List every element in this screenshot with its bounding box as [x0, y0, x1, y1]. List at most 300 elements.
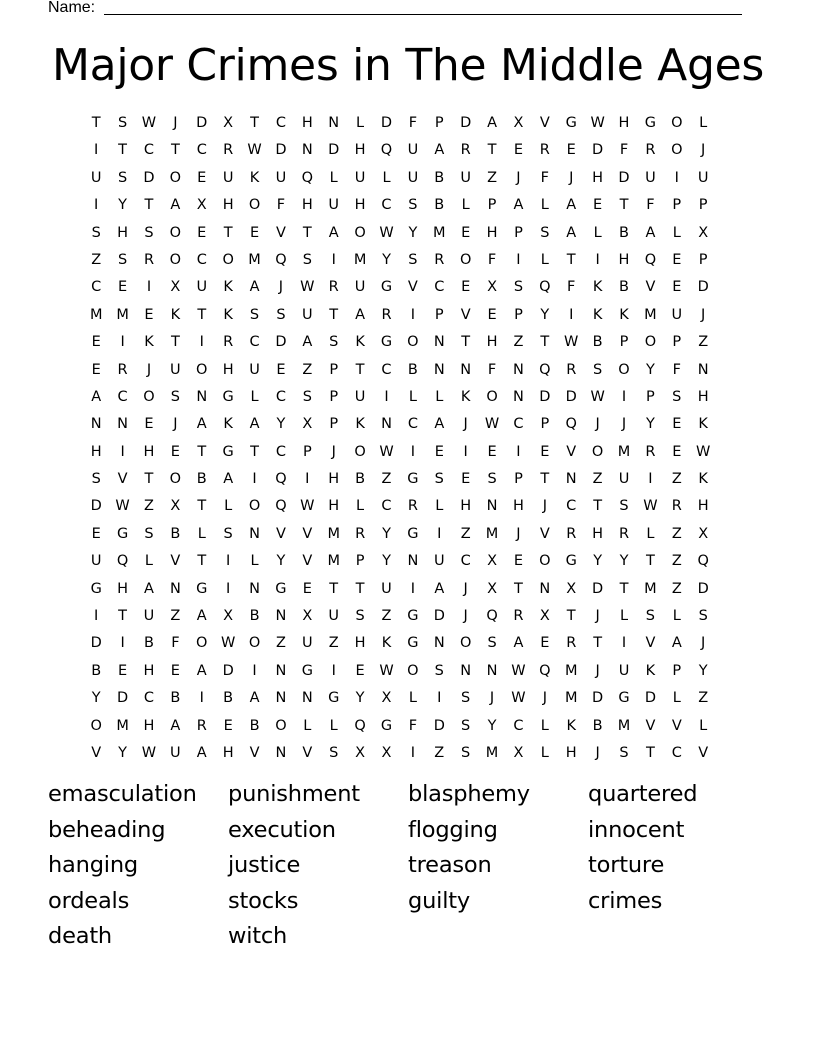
grid-letter: C — [91, 279, 102, 296]
grid-letter: R — [566, 525, 577, 542]
grid-letter: I — [226, 580, 231, 597]
grid-letter: X — [223, 608, 234, 625]
grid-letter: E — [276, 361, 286, 378]
grid-letter: Y — [91, 690, 101, 707]
word-item: ordeals — [48, 887, 130, 914]
grid-letter: R — [618, 525, 630, 542]
grid-letter: S — [513, 279, 524, 296]
grid-letter: E — [302, 580, 312, 597]
grid-letter: B — [170, 690, 181, 707]
grid-letter: H — [143, 443, 155, 460]
grid-letter: P — [434, 306, 444, 323]
grid-letter: U — [328, 608, 340, 625]
grid-letter: W — [379, 224, 394, 241]
word-item: stocks — [228, 887, 299, 914]
grid-letter: E — [461, 224, 471, 241]
grid-letter: Y — [645, 416, 655, 433]
grid-letter: K — [592, 306, 603, 323]
grid-letter: I — [120, 334, 125, 351]
grid-letter: Y — [382, 525, 391, 542]
grid-letter: O — [354, 224, 366, 241]
grid-letter: A — [196, 608, 207, 625]
grid-letter: Q — [539, 662, 551, 679]
grid-letter: T — [197, 553, 207, 570]
grid-letter: H — [328, 471, 340, 488]
grid-letter: E — [170, 662, 180, 679]
grid-letter: I — [199, 690, 204, 707]
grid-letter: Y — [382, 251, 391, 268]
grid-letter: H — [328, 498, 340, 515]
grid-letter: O — [275, 717, 287, 734]
grid-letter: D — [275, 334, 287, 351]
grid-letter: O — [671, 142, 683, 159]
grid-letter: W — [590, 388, 605, 405]
grid-letter: Z — [328, 635, 339, 652]
grid-letter: S — [117, 115, 128, 131]
grid-letter: P — [329, 388, 339, 405]
grid-letter: L — [699, 717, 708, 734]
grid-letter: O — [196, 361, 208, 378]
grid-letter: U — [407, 142, 419, 159]
grid-letter: T — [144, 197, 154, 214]
grid-letter: X — [566, 580, 577, 597]
grid-letter: U — [618, 471, 630, 488]
word-item: death — [48, 923, 112, 949]
grid-letter: V — [91, 744, 102, 761]
grid-letter: T — [461, 334, 471, 351]
grid-row — [83, 662, 743, 689]
grid-letter: K — [170, 306, 181, 323]
grid-letter: R — [328, 279, 339, 296]
grid-letter: P — [672, 197, 682, 214]
grid-letter: A — [487, 115, 498, 131]
grid-letter: N — [513, 388, 524, 405]
grid-letter: W — [511, 662, 526, 679]
grid-letter: P — [698, 197, 708, 214]
grid-letter: I — [331, 251, 336, 268]
grid-letter: C — [381, 197, 392, 214]
grid-letter: R — [566, 361, 577, 378]
grid-letter: C — [117, 388, 128, 405]
grid-letter: N — [196, 388, 208, 405]
grid-letter: J — [173, 115, 178, 131]
grid-letter: L — [672, 608, 681, 625]
grid-letter: O — [143, 388, 155, 405]
grid-letter: E — [540, 635, 550, 652]
grid-letter: S — [619, 744, 629, 761]
grid-letter: E — [144, 416, 154, 433]
grid-letter: M — [89, 306, 103, 323]
grid-letter: Y — [276, 553, 286, 570]
grid-letter: F — [672, 361, 681, 378]
grid-row — [83, 552, 743, 579]
grid-letter: S — [645, 608, 655, 625]
grid-letter: T — [514, 580, 523, 597]
grid-letter: Y — [540, 306, 550, 323]
grid-letter: P — [646, 388, 655, 405]
grid-letter: T — [197, 498, 207, 515]
grid-letter: E — [223, 717, 233, 734]
grid-letter: Q — [486, 608, 498, 625]
grid-row — [83, 744, 743, 771]
grid-letter: E — [144, 306, 154, 323]
grid-letter: I — [569, 306, 574, 323]
word-item: flogging — [408, 816, 498, 843]
grid-letter: E — [118, 279, 128, 296]
grid-letter: S — [461, 717, 471, 734]
grid-letter: C — [275, 443, 286, 460]
grid-letter: L — [408, 690, 417, 707]
grid-letter: I — [437, 690, 442, 707]
grid-letter: B — [249, 608, 260, 625]
grid-letter: F — [646, 197, 655, 214]
grid-letter: K — [355, 334, 365, 351]
grid-letter: G — [407, 608, 419, 625]
grid-letter: X — [381, 690, 392, 707]
grid-letter: D — [592, 142, 604, 159]
grid-letter: L — [435, 388, 444, 405]
grid-letter: V — [275, 224, 286, 241]
grid-letter: S — [144, 525, 154, 542]
grid-letter: D — [644, 690, 656, 707]
grid-row — [83, 169, 743, 196]
grid-letter: P — [514, 306, 523, 323]
grid-letter: V — [698, 744, 709, 761]
grid-letter: M — [248, 251, 261, 268]
grid-letter: D — [196, 115, 208, 131]
grid-letter: Z — [671, 553, 682, 570]
grid-letter: P — [672, 662, 682, 679]
grid-letter: F — [540, 169, 549, 186]
grid-row — [83, 525, 743, 552]
grid-letter: E — [197, 169, 207, 186]
grid-letter: G — [565, 115, 577, 131]
grid-letter: U — [433, 553, 445, 570]
grid-letter: T — [170, 142, 180, 159]
grid-letter: U — [275, 169, 287, 186]
grid-letter: D — [433, 717, 445, 734]
grid-letter: I — [516, 443, 521, 460]
grid-letter: V — [275, 525, 286, 542]
grid-letter: G — [222, 388, 234, 405]
grid-letter: G — [116, 525, 129, 542]
grid-letter: S — [329, 744, 339, 761]
grid-letter: M — [564, 690, 578, 707]
grid-letter: C — [513, 416, 524, 433]
grid-letter: Z — [91, 251, 102, 268]
grid-letter: H — [460, 498, 472, 515]
grid-letter: V — [539, 115, 550, 131]
grid-letter: W — [379, 662, 394, 679]
grid-letter: J — [569, 169, 574, 186]
grid-letter: N — [275, 744, 287, 761]
grid-letter: C — [196, 251, 207, 268]
grid-letter: D — [143, 169, 155, 186]
grid-letter: I — [199, 334, 204, 351]
grid-letter: R — [223, 142, 234, 159]
grid-letter: S — [408, 251, 418, 268]
grid-letter: W — [300, 279, 315, 296]
grid-letter: N — [433, 334, 445, 351]
grid-letter: W — [484, 416, 500, 433]
grid-letter: U — [90, 553, 102, 570]
grid-letter: B — [144, 635, 154, 652]
grid-letter: I — [305, 471, 310, 488]
grid-letter: U — [381, 580, 392, 597]
grid-letter: H — [354, 142, 366, 159]
grid-letter: O — [459, 635, 472, 652]
word-item: hanging — [48, 852, 138, 878]
grid-letter: I — [410, 744, 416, 761]
word-item: torture — [588, 852, 665, 878]
grid-letter: H — [512, 498, 524, 515]
grid-letter: O — [671, 115, 683, 131]
grid-letter: A — [196, 416, 207, 433]
grid-letter: J — [516, 525, 521, 542]
grid-letter: J — [595, 744, 600, 761]
grid-letter: V — [302, 553, 313, 570]
grid-letter: L — [540, 251, 549, 268]
grid-letter: G — [380, 717, 393, 734]
grid-letter: P — [329, 361, 339, 378]
grid-letter: U — [354, 169, 366, 186]
grid-letter: W — [220, 635, 236, 652]
grid-row — [83, 278, 743, 305]
grid-letter: D — [90, 498, 102, 515]
grid-letter: A — [671, 635, 682, 652]
grid-letter: I — [463, 443, 468, 460]
grid-letter: O — [169, 251, 182, 268]
grid-letter: C — [381, 361, 392, 378]
grid-letter: C — [566, 498, 577, 515]
grid-letter: M — [617, 443, 631, 460]
grid-letter: A — [196, 662, 207, 679]
grid-letter: L — [382, 169, 391, 186]
grid-letter: I — [94, 197, 99, 214]
grid-letter: Q — [301, 169, 314, 186]
grid-letter: G — [644, 115, 657, 131]
grid-letter: P — [329, 416, 339, 433]
grid-letter: K — [566, 717, 576, 734]
grid-letter: L — [435, 498, 444, 515]
grid-letter: J — [701, 142, 706, 159]
grid-letter: D — [539, 388, 551, 405]
grid-letter: Z — [671, 525, 682, 542]
grid-letter: A — [302, 334, 313, 351]
grid-letter: T — [566, 608, 576, 625]
grid-letter: O — [248, 635, 261, 652]
grid-letter: M — [327, 553, 340, 570]
grid-letter: E — [487, 443, 497, 460]
grid-row — [83, 306, 743, 333]
word-item: beheading — [48, 816, 166, 843]
grid-letter: J — [489, 690, 495, 707]
grid-letter: S — [170, 388, 180, 405]
grid-letter: W — [643, 498, 658, 515]
grid-letter: R — [407, 498, 418, 515]
grid-letter: G — [196, 580, 208, 597]
grid-letter: T — [250, 443, 259, 460]
grid-letter: E — [91, 361, 101, 378]
grid-letter: P — [698, 251, 708, 268]
grid-letter: D — [90, 635, 102, 652]
grid-letter: S — [593, 361, 603, 378]
grid-letter: I — [146, 279, 152, 296]
grid-letter: W — [590, 115, 605, 131]
grid-letter: I — [516, 251, 521, 268]
grid-letter: D — [565, 388, 577, 405]
grid-letter: J — [701, 635, 706, 652]
grid-letter: A — [645, 224, 656, 241]
grid-letter: A — [91, 388, 102, 405]
grid-letter: N — [275, 690, 287, 707]
grid-letter: N — [460, 662, 472, 679]
grid-letter: N — [381, 416, 392, 433]
grid-letter: H — [301, 115, 313, 131]
grid-letter: W — [141, 744, 157, 761]
grid-letter: I — [648, 471, 653, 488]
grid-letter: G — [301, 662, 313, 679]
grid-letter: P — [487, 197, 497, 214]
grid-letter: T — [223, 224, 233, 241]
grid-letter: J — [595, 608, 600, 625]
grid-letter: E — [540, 443, 550, 460]
grid-letter: N — [486, 498, 498, 515]
grid-letter: J — [595, 662, 600, 679]
grid-letter: N — [433, 635, 445, 652]
grid-letter: L — [646, 525, 655, 542]
grid-letter: O — [196, 635, 208, 652]
grid-letter: L — [540, 717, 549, 734]
grid-letter: C — [671, 744, 682, 761]
grid-letter: E — [434, 443, 444, 460]
grid-letter: B — [434, 197, 445, 214]
grid-letter: Z — [302, 361, 313, 378]
grid-letter: L — [540, 197, 549, 214]
grid-letter: J — [595, 416, 600, 433]
grid-letter: P — [302, 443, 312, 460]
grid-letter: Z — [381, 608, 392, 625]
grid-letter: L — [672, 690, 681, 707]
grid-letter: R — [355, 525, 366, 542]
grid-letter: G — [565, 553, 577, 570]
grid-letter: E — [461, 279, 471, 296]
grid-letter: F — [276, 197, 286, 214]
grid-letter: X — [487, 580, 498, 597]
grid-row — [83, 196, 743, 223]
grid-letter: P — [672, 334, 682, 351]
grid-letter: T — [250, 115, 259, 131]
grid-letter: K — [223, 306, 233, 323]
name-underline — [104, 14, 742, 15]
grid-letter: X — [196, 197, 207, 214]
grid-letter: Y — [355, 690, 365, 707]
word-item: treason — [408, 852, 492, 878]
grid-letter: J — [173, 416, 178, 433]
grid-letter: Q — [275, 498, 287, 515]
grid-letter: B — [407, 361, 418, 378]
grid-letter: G — [275, 580, 287, 597]
grid-letter: U — [645, 169, 656, 186]
grid-letter: E — [355, 662, 365, 679]
grid-letter: Q — [697, 553, 709, 570]
grid-letter: T — [566, 251, 576, 268]
word-item: punishment — [228, 781, 360, 807]
grid-letter: I — [120, 443, 125, 460]
grid-letter: D — [433, 608, 445, 625]
grid-letter: S — [672, 388, 682, 405]
grid-letter: O — [169, 224, 182, 241]
grid-letter: H — [117, 224, 129, 241]
grid-letter: W — [564, 334, 579, 351]
grid-letter: G — [222, 443, 234, 460]
grid-letter: X — [302, 416, 313, 433]
grid-letter: N — [539, 580, 551, 597]
grid-letter: K — [223, 279, 233, 296]
grid-letter: X — [513, 115, 524, 131]
grid-letter: Z — [460, 525, 471, 542]
grid-letter: I — [94, 142, 99, 159]
grid-letter: T — [355, 580, 365, 597]
grid-letter: Y — [645, 361, 655, 378]
grid-letter: C — [434, 279, 445, 296]
grid-letter: T — [645, 553, 655, 570]
grid-letter: J — [463, 580, 468, 597]
grid-letter: V — [407, 279, 418, 296]
grid-letter: A — [170, 197, 181, 214]
grid-row — [83, 717, 743, 744]
grid-letter: S — [223, 525, 233, 542]
grid-letter: H — [565, 744, 577, 761]
grid-row — [83, 497, 743, 524]
grid-letter: Y — [382, 553, 391, 570]
grid-letter: L — [356, 498, 365, 515]
grid-letter: Y — [408, 224, 418, 241]
grid-letter: O — [169, 471, 182, 488]
grid-letter: G — [407, 635, 419, 652]
grid-letter: S — [540, 224, 550, 241]
grid-letter: X — [487, 553, 498, 570]
grid-letter: O — [618, 361, 630, 378]
word-item: guilty — [408, 887, 470, 914]
grid-row — [83, 224, 743, 251]
grid-letter: W — [379, 443, 394, 460]
grid-letter: W — [300, 498, 315, 515]
grid-letter: L — [619, 608, 629, 625]
grid-letter: X — [170, 279, 181, 296]
grid-letter: X — [487, 279, 498, 296]
grid-letter: A — [566, 197, 577, 214]
grid-letter: T — [645, 744, 655, 761]
grid-letter: S — [302, 251, 312, 268]
word-item: blasphemy — [408, 781, 530, 807]
grid-letter: B — [355, 471, 366, 488]
grid-letter: Q — [354, 717, 366, 734]
grid-letter: P — [434, 115, 444, 131]
grid-letter: R — [117, 361, 128, 378]
grid-letter: E — [672, 279, 682, 296]
grid-row — [83, 361, 743, 388]
grid-letter: B — [91, 662, 102, 679]
grid-letter: H — [592, 525, 604, 542]
grid-letter: O — [222, 251, 234, 268]
grid-letter: E — [672, 416, 682, 433]
grid-letter: Z — [170, 608, 181, 625]
grid-letter: O — [354, 443, 366, 460]
grid-letter: K — [223, 416, 233, 433]
grid-letter: Q — [116, 553, 129, 570]
grid-letter: H — [592, 169, 604, 186]
